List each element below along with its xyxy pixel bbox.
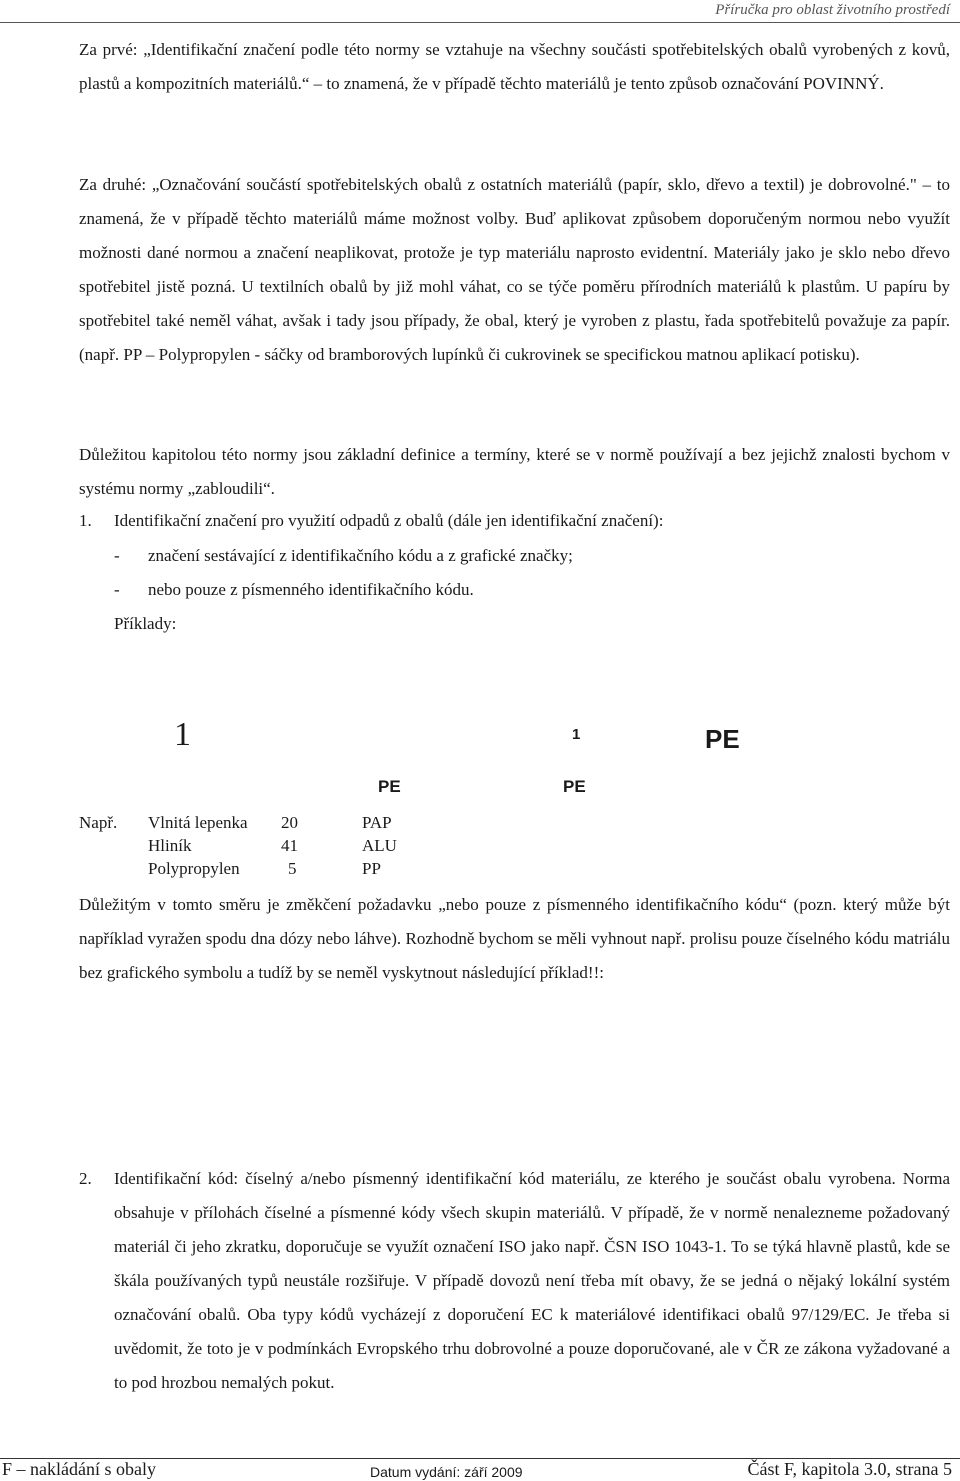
symbol-label: PE <box>378 777 401 796</box>
footer-section: F – nakládání s obaly <box>2 1459 156 1479</box>
bullet-item: značení sestávající z identifikačního kódu a z grafické značky; <box>148 546 573 565</box>
bullet-marker: - <box>114 546 120 565</box>
bullet-marker: - <box>114 580 120 599</box>
item-1-text: Identifikační značení pro využití odpadů z obalů (dále jen identifikační značení): <box>114 511 664 530</box>
symbol-label: PE <box>563 777 586 796</box>
footer-page: Část F, kapitola 3.0, strana 5 <box>747 1459 952 1479</box>
header-title: Příručka pro oblast životního prostředí <box>715 2 950 18</box>
paragraph-first: Za prvé: „Identifikační značení podle této normy se vztahuje na všechny součásti spotřebitelských obalů vyrobených z kovů, plastů a kompozitních materiálů.“ – to znamená, že v případě těchto materiálů je tento způsob označování POVINNÝ. <box>79 40 950 93</box>
item-1-number: 1. <box>79 511 92 530</box>
bullet-item: nebo pouze z písmenného identifikačního kódu. <box>148 580 474 599</box>
symbol-code-number: 1 <box>174 716 191 753</box>
table-row <box>79 859 442 882</box>
paragraph-second: Za druhé: „Označování součástí spotřebitelských obalů z ostatních materiálů (papír, sklo, dřevo a textil) je dobrovolné." – to znamená, že v případě těchto materiálů máme možnost volby. Buď aplikovat způsobem doporučeným normou nebo využít možnosti dané normou a značení neaplikovat, protože je typ materiálu naprosto evidentní. Materiály jako je sklo nebo dřevo spotřebitel jistě pozná. U textilních obalů by již mohl váhat, co se týče poměru přírodních materiálů k plastům. U papíru by spotřebitel také neměl váhat, avšak i tady jsou případy, že obal, který je vyroben z plastu, řada spotřebitelů považuje za papír. (např. PP – Polypropylen - sáčky od bramborových lupínků či cukrovinek se specifickou matnou aplikací potisku). <box>79 175 950 364</box>
item-2-text: Identifikační kód: číselný a/nebo písmenný identifikační kód materiálu, ze kterého je součást obalu vyrobena. Norma obsahuje v přílohách číselné a písmenné kódy všech skupin materiálů. V případě, že v normě nenalezneme požadovaný materiál či jeho zkratku, doporučuje se využít označení ISO jako např. ČSN ISO 1043-1. To se týká hlavně plastů, kde se škála používaných typů neustále rozšiřuje. V případě dovozů není třeba mít obavy, že se jedná o nějaký lokální systém označování obalů. Oba typy kódů vycházejí z doporučení EC k materiálové identifikaci obalů 97/129/EC. Je třeba si uvědomit, že toto je v podmínkách Evropského trhu dobrovolné a pouze doporučované, ale v ČR ze zákona vyžadované a to pod hrozbou nemalých pokut. <box>114 1169 950 1392</box>
paragraph-definitions: Důležitou kapitolou této normy jsou základní definice a termíny, které se v normě používají a bez jejichž znalosti bychom v systému normy „zabloudili“. <box>79 445 950 498</box>
material-abbr: PAP <box>362 813 392 832</box>
material-code: 20 <box>281 813 298 832</box>
table-row <box>79 836 442 859</box>
footer-date: Datum vydání: září 2009 <box>370 1464 523 1480</box>
page-header <box>0 0 960 23</box>
examples-lead: Např. <box>79 813 118 832</box>
material-name: Hliník <box>148 836 192 855</box>
material-name: Polypropylen <box>148 859 240 878</box>
material-abbr: ALU <box>362 836 397 855</box>
material-abbr: PP <box>362 859 381 878</box>
examples-table <box>79 813 442 882</box>
item-2-number: 2. <box>79 1169 92 1188</box>
symbol-code-letters: PE <box>705 724 740 754</box>
material-code: 41 <box>281 836 298 855</box>
material-code: 5 <box>288 859 297 878</box>
material-name: Vlnitá lepenka <box>148 813 248 832</box>
examples-label: Příklady: <box>114 614 177 633</box>
table-row <box>79 813 442 836</box>
symbol-code-number: 1 <box>572 726 581 743</box>
paragraph-softening: Důležitým v tomto směru je změkčení požadavku „nebo pouze z písmenného identifikačního kódu“ (pozn. který může být například vyražen spodu dna dózy nebo láhve). Rozhodně bychom se měli vyhnout např. prolisu pouze číselného kódu matriálu bez grafického symbolu a tudíž by se neměl vyskytnout následující příklad!!: <box>79 895 950 982</box>
